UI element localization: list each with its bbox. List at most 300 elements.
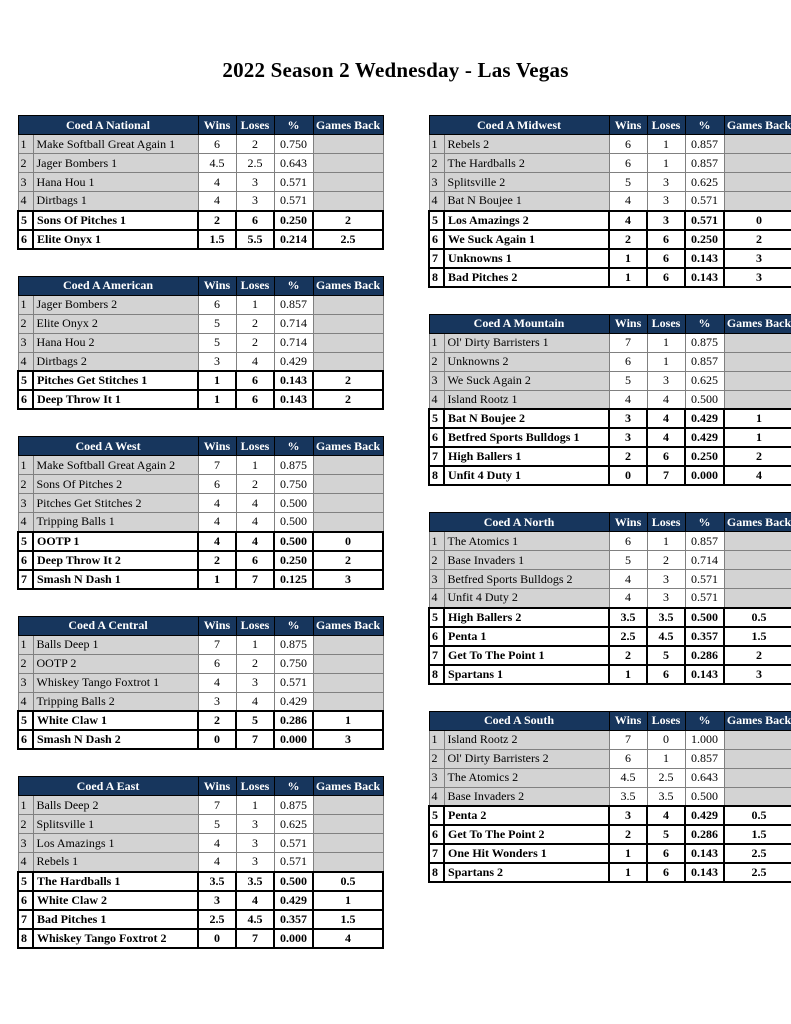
standings-row: [18, 173, 383, 192]
wins-cell: 2: [198, 551, 236, 570]
pct-cell: 0.250: [274, 211, 313, 230]
column-header-pct: %: [685, 513, 724, 532]
loses-cell: 3.5: [647, 608, 685, 627]
standings-table: [428, 512, 791, 685]
pct-cell: 0.143: [274, 371, 313, 390]
wins-cell: 5: [198, 815, 236, 834]
wins-cell: 3: [609, 409, 647, 428]
games-back-cell: [313, 834, 383, 853]
rank-cell: 6: [429, 627, 444, 646]
loses-cell: 2: [647, 551, 685, 570]
loses-cell: 4: [647, 390, 685, 409]
loses-cell: 6: [236, 211, 274, 230]
loses-cell: 2: [236, 135, 274, 154]
standings-row: [18, 551, 383, 570]
pct-cell: 0.143: [685, 844, 724, 863]
games-back-cell: 2: [724, 646, 791, 665]
wins-cell: 6: [198, 135, 236, 154]
standings-row: [429, 768, 791, 787]
team-cell: Betfred Sports Bulldogs 2: [444, 570, 609, 589]
games-back-cell: [313, 513, 383, 532]
wins-cell: 4: [198, 834, 236, 853]
pct-cell: 0.571: [685, 211, 724, 230]
games-back-cell: [724, 371, 791, 390]
standings-row: [429, 627, 791, 646]
loses-cell: 4: [236, 532, 274, 551]
pct-cell: 0.875: [274, 456, 313, 475]
pct-cell: 0.500: [274, 532, 313, 551]
column-header-loses: Loses: [647, 314, 685, 333]
pct-cell: 0.500: [274, 513, 313, 532]
loses-cell: 3: [236, 192, 274, 211]
loses-cell: 4: [647, 428, 685, 447]
pct-cell: 0.429: [685, 428, 724, 447]
standings-row: [18, 154, 383, 173]
rank-cell: 8: [429, 863, 444, 882]
games-back-cell: [313, 494, 383, 513]
team-cell: Make Softball Great Again 1: [33, 135, 198, 154]
column-header-pct: %: [274, 276, 313, 295]
wins-cell: 5: [609, 173, 647, 192]
wins-cell: 4.5: [198, 154, 236, 173]
wins-cell: 4: [198, 494, 236, 513]
pct-cell: 0.714: [274, 333, 313, 352]
column-header-pct: %: [274, 777, 313, 796]
pct-cell: 0.125: [274, 570, 313, 589]
column-header-pct: %: [274, 116, 313, 135]
rank-cell: 6: [18, 891, 33, 910]
team-cell: Unknowns 1: [444, 249, 609, 268]
standings-table: [17, 776, 384, 949]
loses-cell: 3: [236, 173, 274, 192]
column-header-games-back: Games Back: [313, 116, 383, 135]
loses-cell: 6: [647, 268, 685, 287]
team-cell: Elite Onyx 1: [33, 230, 198, 249]
loses-cell: 1: [236, 456, 274, 475]
wins-cell: 4: [198, 173, 236, 192]
standings-row: [429, 646, 791, 665]
pct-cell: 0.143: [685, 249, 724, 268]
rank-cell: 6: [429, 230, 444, 249]
table-header-row: [429, 116, 791, 135]
table-title: Coed A National: [18, 116, 198, 135]
wins-cell: 7: [198, 796, 236, 815]
rank-cell: 7: [429, 844, 444, 863]
wins-cell: 1: [609, 268, 647, 287]
standings-row: [18, 532, 383, 551]
column-header-pct: %: [274, 437, 313, 456]
games-back-cell: [724, 749, 791, 768]
pct-cell: 0.857: [685, 749, 724, 768]
table-title: Coed A Midwest: [429, 116, 609, 135]
pct-cell: 0.500: [274, 494, 313, 513]
wins-cell: 7: [198, 635, 236, 654]
wins-cell: 6: [609, 532, 647, 551]
wins-cell: 3: [198, 891, 236, 910]
team-cell: One Hit Wonders 1: [444, 844, 609, 863]
rank-cell: 8: [429, 466, 444, 485]
loses-cell: 7: [647, 466, 685, 485]
rank-cell: 2: [18, 475, 33, 494]
loses-cell: 2.5: [647, 768, 685, 787]
team-cell: Rebels 2: [444, 135, 609, 154]
wins-cell: 1: [198, 570, 236, 589]
pct-cell: 0.750: [274, 135, 313, 154]
pct-cell: 0.429: [274, 891, 313, 910]
loses-cell: 4: [236, 692, 274, 711]
loses-cell: 4: [236, 352, 274, 371]
column-header-wins: Wins: [609, 314, 647, 333]
team-cell: Unfit 4 Duty 1: [444, 466, 609, 485]
rank-cell: 5: [429, 211, 444, 230]
wins-cell: 1: [609, 249, 647, 268]
team-cell: Sons Of Pitches 2: [33, 475, 198, 494]
rank-cell: 4: [429, 787, 444, 806]
pct-cell: 0.286: [685, 646, 724, 665]
pct-cell: 0.857: [685, 135, 724, 154]
rank-cell: 2: [429, 749, 444, 768]
games-back-cell: [313, 853, 383, 872]
loses-cell: 6: [236, 551, 274, 570]
team-cell: Rebels 1: [33, 853, 198, 872]
standings-row: [18, 635, 383, 654]
games-back-cell: 2: [313, 211, 383, 230]
games-back-cell: 2: [724, 447, 791, 466]
loses-cell: 1: [647, 333, 685, 352]
pct-cell: 0.143: [274, 390, 313, 409]
wins-cell: 4: [198, 532, 236, 551]
rank-cell: 7: [429, 447, 444, 466]
pct-cell: 0.571: [685, 589, 724, 608]
team-cell: Sons Of Pitches 1: [33, 211, 198, 230]
games-back-cell: 1.5: [313, 910, 383, 929]
wins-cell: 0: [609, 466, 647, 485]
standings-row: [18, 872, 383, 891]
pct-cell: 0.357: [685, 627, 724, 646]
tables-container: [0, 115, 791, 975]
pct-cell: 0.500: [685, 608, 724, 627]
rank-cell: 1: [18, 796, 33, 815]
standings-row: [429, 352, 791, 371]
team-cell: Island Rootz 1: [444, 390, 609, 409]
team-cell: We Suck Again 2: [444, 371, 609, 390]
column-header-wins: Wins: [198, 116, 236, 135]
games-back-cell: 2: [313, 390, 383, 409]
wins-cell: 6: [198, 295, 236, 314]
team-cell: The Atomics 2: [444, 768, 609, 787]
standings-row: [429, 173, 791, 192]
pct-cell: 0.571: [274, 834, 313, 853]
team-cell: Dirtbags 2: [33, 352, 198, 371]
column-header-games-back: Games Back: [724, 314, 791, 333]
games-back-cell: [724, 192, 791, 211]
standings-row: [429, 371, 791, 390]
pct-cell: 0.625: [274, 815, 313, 834]
wins-cell: 3.5: [609, 787, 647, 806]
pct-cell: 0.357: [274, 910, 313, 929]
column-header-wins: Wins: [609, 711, 647, 730]
pct-cell: 0.714: [685, 551, 724, 570]
games-back-cell: [724, 390, 791, 409]
pct-cell: 0.571: [685, 192, 724, 211]
loses-cell: 6: [647, 844, 685, 863]
team-cell: Smash N Dash 2: [33, 730, 198, 749]
standings-table: [428, 711, 791, 884]
pct-cell: 0.750: [274, 654, 313, 673]
standings-row: [429, 787, 791, 806]
rank-cell: 2: [18, 815, 33, 834]
rank-cell: 3: [429, 768, 444, 787]
team-cell: Base Invaders 2: [444, 787, 609, 806]
standings-row: [18, 333, 383, 352]
team-cell: Deep Throw It 2: [33, 551, 198, 570]
pct-cell: 0.643: [274, 154, 313, 173]
standings-row: [429, 608, 791, 627]
rank-cell: 2: [18, 314, 33, 333]
pct-cell: 0.571: [274, 192, 313, 211]
standings-row: [18, 456, 383, 475]
rank-cell: 3: [429, 371, 444, 390]
loses-cell: 6: [647, 863, 685, 882]
wins-cell: 2: [609, 825, 647, 844]
standings-table: [17, 115, 384, 250]
table-title: Coed A American: [18, 276, 198, 295]
wins-cell: 6: [198, 475, 236, 494]
loses-cell: 0: [647, 730, 685, 749]
standings-row: [429, 730, 791, 749]
games-back-cell: 1.5: [724, 627, 791, 646]
rank-cell: 5: [18, 371, 33, 390]
games-back-cell: 3: [724, 249, 791, 268]
standings-row: [18, 853, 383, 872]
column-header-pct: %: [274, 616, 313, 635]
games-back-cell: [724, 787, 791, 806]
standings-table: [17, 276, 384, 411]
rank-cell: 4: [429, 390, 444, 409]
page-title: 2022 Season 2 Wednesday - Las Vegas: [222, 58, 569, 82]
games-back-cell: 0.5: [724, 608, 791, 627]
standings-row: [18, 211, 383, 230]
wins-cell: 5: [609, 551, 647, 570]
games-back-cell: [313, 135, 383, 154]
wins-cell: 7: [609, 730, 647, 749]
team-cell: Deep Throw It 1: [33, 390, 198, 409]
games-back-cell: [313, 295, 383, 314]
wins-cell: 5: [198, 314, 236, 333]
column-header-loses: Loses: [236, 116, 274, 135]
games-back-cell: [313, 475, 383, 494]
team-cell: Hana Hou 2: [33, 333, 198, 352]
games-back-cell: [313, 673, 383, 692]
loses-cell: 4: [647, 409, 685, 428]
wins-cell: 4: [198, 673, 236, 692]
loses-cell: 1: [236, 796, 274, 815]
loses-cell: 3: [647, 192, 685, 211]
loses-cell: 4: [236, 891, 274, 910]
standings-row: [429, 806, 791, 825]
wins-cell: 3.5: [609, 608, 647, 627]
rank-cell: 6: [429, 428, 444, 447]
rank-cell: 3: [429, 570, 444, 589]
wins-cell: 6: [609, 749, 647, 768]
standings-row: [429, 825, 791, 844]
rank-cell: 4: [18, 853, 33, 872]
wins-cell: 2: [609, 646, 647, 665]
team-cell: Make Softball Great Again 2: [33, 456, 198, 475]
wins-cell: 3: [609, 806, 647, 825]
table-title: Coed A Central: [18, 616, 198, 635]
column-header-loses: Loses: [647, 513, 685, 532]
games-back-cell: [313, 456, 383, 475]
standings-row: [429, 230, 791, 249]
loses-cell: 2: [236, 654, 274, 673]
loses-cell: 3: [647, 570, 685, 589]
standings-row: [429, 154, 791, 173]
games-back-cell: 3: [724, 665, 791, 684]
team-cell: High Ballers 1: [444, 447, 609, 466]
wins-cell: 6: [609, 154, 647, 173]
pct-cell: 0.429: [685, 409, 724, 428]
rank-cell: 2: [429, 352, 444, 371]
standings-row: [18, 230, 383, 249]
loses-cell: 3: [647, 173, 685, 192]
standings-row: [18, 352, 383, 371]
standings-row: [429, 863, 791, 882]
standings-row: [18, 730, 383, 749]
pct-cell: 0.429: [274, 692, 313, 711]
standings-row: [429, 447, 791, 466]
table-title: Coed A North: [429, 513, 609, 532]
rank-cell: 4: [18, 513, 33, 532]
rank-cell: 8: [429, 268, 444, 287]
team-cell: Balls Deep 2: [33, 796, 198, 815]
standings-row: [18, 371, 383, 390]
rank-cell: 6: [429, 825, 444, 844]
standings-row: [429, 135, 791, 154]
loses-cell: 6: [236, 390, 274, 409]
standings-row: [429, 192, 791, 211]
team-cell: The Hardballs 2: [444, 154, 609, 173]
loses-cell: 1: [236, 295, 274, 314]
team-cell: Island Rootz 2: [444, 730, 609, 749]
pct-cell: 0.143: [685, 665, 724, 684]
wins-cell: 4: [198, 513, 236, 532]
rank-cell: 1: [18, 456, 33, 475]
standings-row: [429, 409, 791, 428]
rank-cell: 8: [18, 929, 33, 948]
rank-cell: 3: [18, 834, 33, 853]
rank-cell: 7: [18, 910, 33, 929]
loses-cell: 6: [647, 230, 685, 249]
table-header-row: [18, 616, 383, 635]
games-back-cell: [313, 333, 383, 352]
team-cell: We Suck Again 1: [444, 230, 609, 249]
rank-cell: 2: [429, 154, 444, 173]
games-back-cell: [724, 551, 791, 570]
pct-cell: 0.571: [685, 570, 724, 589]
pct-cell: 0.429: [274, 352, 313, 371]
team-cell: Get To The Point 1: [444, 646, 609, 665]
games-back-cell: 3: [313, 730, 383, 749]
column-header-loses: Loses: [236, 276, 274, 295]
rank-cell: 5: [18, 711, 33, 730]
standings-row: [18, 910, 383, 929]
rank-cell: 3: [429, 173, 444, 192]
games-back-cell: 4: [313, 929, 383, 948]
table-title: Coed A Mountain: [429, 314, 609, 333]
column-header-loses: Loses: [236, 777, 274, 796]
rank-cell: 1: [429, 333, 444, 352]
standings-table: [428, 314, 791, 487]
table-header-row: [18, 276, 383, 295]
pct-cell: 0.625: [685, 173, 724, 192]
rank-cell: 1: [429, 532, 444, 551]
loses-cell: 1: [647, 532, 685, 551]
pct-cell: 1.000: [685, 730, 724, 749]
standings-row: [18, 390, 383, 409]
wins-cell: 4: [609, 390, 647, 409]
pct-cell: 0.000: [274, 929, 313, 948]
loses-cell: 2: [236, 333, 274, 352]
rank-cell: 7: [429, 646, 444, 665]
wins-cell: 0: [198, 929, 236, 948]
standings-row: [429, 428, 791, 447]
column-header-wins: Wins: [198, 437, 236, 456]
team-cell: Get To The Point 2: [444, 825, 609, 844]
wins-cell: 3.5: [198, 872, 236, 891]
rank-cell: 2: [18, 654, 33, 673]
standings-row: [18, 796, 383, 815]
table-header-row: [18, 777, 383, 796]
loses-cell: 2: [236, 475, 274, 494]
wins-cell: 6: [198, 654, 236, 673]
team-cell: Ol' Dirty Barristers 1: [444, 333, 609, 352]
column-header-games-back: Games Back: [313, 616, 383, 635]
loses-cell: 2.5: [236, 154, 274, 173]
pct-cell: 0.875: [274, 635, 313, 654]
games-back-cell: 1.5: [724, 825, 791, 844]
team-cell: Splitsville 2: [444, 173, 609, 192]
team-cell: Spartans 1: [444, 665, 609, 684]
wins-cell: 1: [198, 371, 236, 390]
wins-cell: 1.5: [198, 230, 236, 249]
team-cell: Whiskey Tango Foxtrot 2: [33, 929, 198, 948]
rank-cell: 6: [18, 730, 33, 749]
games-back-cell: 2.5: [724, 844, 791, 863]
standings-row: [18, 673, 383, 692]
table-title: Coed A West: [18, 437, 198, 456]
games-back-cell: 1: [313, 891, 383, 910]
team-cell: Spartans 2: [444, 863, 609, 882]
standings-row: [18, 815, 383, 834]
pct-cell: 0.643: [685, 768, 724, 787]
team-cell: Unknowns 2: [444, 352, 609, 371]
pct-cell: 0.500: [685, 390, 724, 409]
column-header-loses: Loses: [236, 437, 274, 456]
pct-cell: 0.571: [274, 173, 313, 192]
team-cell: Los Amazings 1: [33, 834, 198, 853]
standings-row: [18, 570, 383, 589]
pct-cell: 0.875: [274, 796, 313, 815]
pct-cell: 0.875: [685, 333, 724, 352]
games-back-cell: [313, 654, 383, 673]
wins-cell: 0: [198, 730, 236, 749]
column-header-wins: Wins: [198, 616, 236, 635]
team-cell: Pitches Get Stitches 1: [33, 371, 198, 390]
rank-cell: 3: [18, 333, 33, 352]
loses-cell: 3: [647, 589, 685, 608]
games-back-cell: [313, 635, 383, 654]
